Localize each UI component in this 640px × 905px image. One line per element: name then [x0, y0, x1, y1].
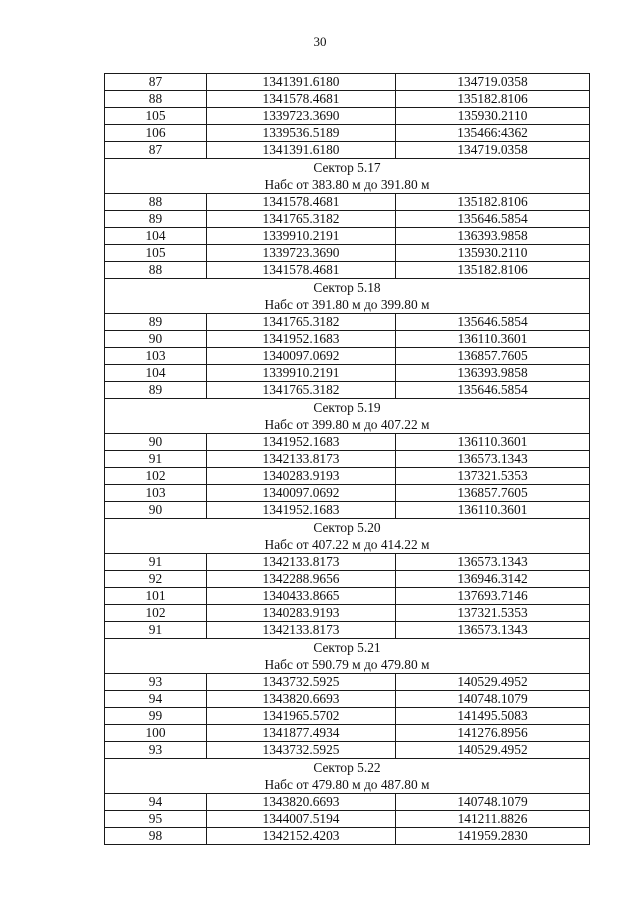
coordinates-table: [104, 73, 590, 845]
table-row: [105, 708, 590, 725]
point-number-cell: 104: [105, 228, 207, 245]
point-number-cell: 90: [105, 331, 207, 348]
point-number-cell: 95: [105, 811, 207, 828]
point-number-cell: 91: [105, 451, 207, 468]
y-coordinate-cell: 135182.8106: [396, 91, 590, 108]
y-coordinate-cell: 135646.5854: [396, 382, 590, 399]
table-row: [105, 262, 590, 279]
sector-title: Сектор 5.18: [313, 280, 381, 295]
point-number-cell: 106: [105, 125, 207, 142]
table-row: [105, 605, 590, 622]
y-coordinate-cell: 135930.2110: [396, 108, 590, 125]
table-row: [105, 365, 590, 382]
table-row: [105, 742, 590, 759]
table-row: [105, 451, 590, 468]
y-coordinate-cell: 136393.9858: [396, 365, 590, 382]
table-row: [105, 725, 590, 742]
point-number-cell: 93: [105, 674, 207, 691]
point-number-cell: 91: [105, 554, 207, 571]
point-number-cell: 89: [105, 314, 207, 331]
sector-header-row: [105, 279, 590, 314]
sector-header-row: [105, 759, 590, 794]
table-row: [105, 622, 590, 639]
sector-elevation-range: Набс от 383.80 м до 391.80 м: [264, 177, 430, 192]
x-coordinate-cell: 1339910.2191: [207, 365, 396, 382]
point-number-cell: 99: [105, 708, 207, 725]
y-coordinate-cell: 141276.8956: [396, 725, 590, 742]
table-row: [105, 331, 590, 348]
table-row: [105, 211, 590, 228]
point-number-cell: 102: [105, 468, 207, 485]
table-row: [105, 485, 590, 502]
y-coordinate-cell: 136573.1343: [396, 554, 590, 571]
table-row: [105, 691, 590, 708]
x-coordinate-cell: 1340097.0692: [207, 485, 396, 502]
x-coordinate-cell: 1341391.6180: [207, 74, 396, 91]
sector-elevation-range: Набс от 590.79 м до 479.80 м: [264, 657, 430, 672]
point-number-cell: 94: [105, 794, 207, 811]
table-row: [105, 74, 590, 91]
y-coordinate-cell: 136573.1343: [396, 451, 590, 468]
page-number: 30: [313, 34, 327, 49]
y-coordinate-cell: 136857.7605: [396, 348, 590, 365]
sector-title: Сектор 5.19: [313, 400, 381, 415]
y-coordinate-cell: 136110.3601: [396, 502, 590, 519]
y-coordinate-cell: 137321.5353: [396, 605, 590, 622]
table-row: [105, 194, 590, 211]
x-coordinate-cell: 1344007.5194: [207, 811, 396, 828]
table-row: [105, 811, 590, 828]
point-number-cell: 102: [105, 605, 207, 622]
y-coordinate-cell: 141959.2830: [396, 828, 590, 845]
y-coordinate-cell: 136857.7605: [396, 485, 590, 502]
point-number-cell: 94: [105, 691, 207, 708]
x-coordinate-cell: 1341965.5702: [207, 708, 396, 725]
x-coordinate-cell: 1342152.4203: [207, 828, 396, 845]
y-coordinate-cell: 141211.8826: [396, 811, 590, 828]
y-coordinate-cell: 135930.2110: [396, 245, 590, 262]
y-coordinate-cell: 134719.0358: [396, 142, 590, 159]
sector-elevation-range: Набс от 399.80 м до 407.22 м: [264, 417, 430, 432]
x-coordinate-cell: 1339723.3690: [207, 245, 396, 262]
y-coordinate-cell: 136110.3601: [396, 331, 590, 348]
x-coordinate-cell: 1342288.9656: [207, 571, 396, 588]
table-row: [105, 245, 590, 262]
y-coordinate-cell: 141495.5083: [396, 708, 590, 725]
point-number-cell: 104: [105, 365, 207, 382]
x-coordinate-cell: 1341578.4681: [207, 194, 396, 211]
y-coordinate-cell: 136393.9858: [396, 228, 590, 245]
y-coordinate-cell: 135182.8106: [396, 194, 590, 211]
table-row: [105, 571, 590, 588]
x-coordinate-cell: 1341765.3182: [207, 382, 396, 399]
y-coordinate-cell: 135646.5854: [396, 211, 590, 228]
table-row: [105, 108, 590, 125]
point-number-cell: 87: [105, 142, 207, 159]
table-row: [105, 125, 590, 142]
y-coordinate-cell: 140748.1079: [396, 794, 590, 811]
table-row: [105, 794, 590, 811]
sector-title: Сектор 5.22: [313, 760, 381, 775]
x-coordinate-cell: 1340283.9193: [207, 468, 396, 485]
y-coordinate-cell: 136946.3142: [396, 571, 590, 588]
sector-header-cell: [105, 279, 590, 314]
table-row: [105, 828, 590, 845]
point-number-cell: 101: [105, 588, 207, 605]
sector-header-row: [105, 399, 590, 434]
x-coordinate-cell: 1342133.8173: [207, 622, 396, 639]
x-coordinate-cell: 1340283.9193: [207, 605, 396, 622]
y-coordinate-cell: 140529.4952: [396, 742, 590, 759]
y-coordinate-cell: 135646.5854: [396, 314, 590, 331]
y-coordinate-cell: 140748.1079: [396, 691, 590, 708]
table-row: [105, 142, 590, 159]
point-number-cell: 100: [105, 725, 207, 742]
table-row: [105, 554, 590, 571]
table-row: [105, 468, 590, 485]
point-number-cell: 87: [105, 74, 207, 91]
point-number-cell: 88: [105, 194, 207, 211]
coordinates-table-body: [105, 74, 590, 845]
sector-header-row: [105, 159, 590, 194]
y-coordinate-cell: 134719.0358: [396, 74, 590, 91]
x-coordinate-cell: 1342133.8173: [207, 554, 396, 571]
point-number-cell: 105: [105, 108, 207, 125]
table-row: [105, 91, 590, 108]
x-coordinate-cell: 1339910.2191: [207, 228, 396, 245]
x-coordinate-cell: 1341765.3182: [207, 211, 396, 228]
x-coordinate-cell: 1343820.6693: [207, 691, 396, 708]
point-number-cell: 92: [105, 571, 207, 588]
table-row: [105, 382, 590, 399]
table-row: [105, 434, 590, 451]
table-row: [105, 348, 590, 365]
point-number-cell: 91: [105, 622, 207, 639]
point-number-cell: 88: [105, 91, 207, 108]
y-coordinate-cell: 136110.3601: [396, 434, 590, 451]
sector-elevation-range: Набс от 391.80 м до 399.80 м: [264, 297, 430, 312]
x-coordinate-cell: 1340433.8665: [207, 588, 396, 605]
y-coordinate-cell: 136573.1343: [396, 622, 590, 639]
point-number-cell: 103: [105, 348, 207, 365]
point-number-cell: 93: [105, 742, 207, 759]
point-number-cell: 90: [105, 502, 207, 519]
point-number-cell: 98: [105, 828, 207, 845]
x-coordinate-cell: 1341877.4934: [207, 725, 396, 742]
table-row: [105, 674, 590, 691]
x-coordinate-cell: 1341952.1683: [207, 434, 396, 451]
sector-header-cell: [105, 159, 590, 194]
y-coordinate-cell: 137693.7146: [396, 588, 590, 605]
point-number-cell: 105: [105, 245, 207, 262]
sector-header-row: [105, 639, 590, 674]
sector-header-row: [105, 519, 590, 554]
y-coordinate-cell: 135466:4362: [396, 125, 590, 142]
point-number-cell: 90: [105, 434, 207, 451]
x-coordinate-cell: 1341952.1683: [207, 331, 396, 348]
sector-header-cell: [105, 399, 590, 434]
x-coordinate-cell: 1341391.6180: [207, 142, 396, 159]
sector-title: Сектор 5.20: [313, 520, 381, 535]
x-coordinate-cell: 1341765.3182: [207, 314, 396, 331]
x-coordinate-cell: 1339536.5189: [207, 125, 396, 142]
x-coordinate-cell: 1339723.3690: [207, 108, 396, 125]
point-number-cell: 88: [105, 262, 207, 279]
point-number-cell: 89: [105, 382, 207, 399]
x-coordinate-cell: 1343732.5925: [207, 674, 396, 691]
y-coordinate-cell: 140529.4952: [396, 674, 590, 691]
x-coordinate-cell: 1340097.0692: [207, 348, 396, 365]
sector-elevation-range: Набс от 479.80 м до 487.80 м: [264, 777, 430, 792]
sector-header-cell: [105, 639, 590, 674]
table-row: [105, 314, 590, 331]
y-coordinate-cell: 137321.5353: [396, 468, 590, 485]
x-coordinate-cell: 1343732.5925: [207, 742, 396, 759]
point-number-cell: 89: [105, 211, 207, 228]
y-coordinate-cell: 135182.8106: [396, 262, 590, 279]
sector-title: Сектор 5.21: [313, 640, 381, 655]
x-coordinate-cell: 1341952.1683: [207, 502, 396, 519]
sector-header-cell: [105, 519, 590, 554]
x-coordinate-cell: 1342133.8173: [207, 451, 396, 468]
sector-title: Сектор 5.17: [313, 160, 381, 175]
x-coordinate-cell: 1341578.4681: [207, 91, 396, 108]
sector-header-cell: [105, 759, 590, 794]
sector-elevation-range: Набс от 407.22 м до 414.22 м: [264, 537, 430, 552]
point-number-cell: 103: [105, 485, 207, 502]
table-row: [105, 502, 590, 519]
table-row: [105, 228, 590, 245]
table-row: [105, 588, 590, 605]
x-coordinate-cell: 1341578.4681: [207, 262, 396, 279]
x-coordinate-cell: 1343820.6693: [207, 794, 396, 811]
